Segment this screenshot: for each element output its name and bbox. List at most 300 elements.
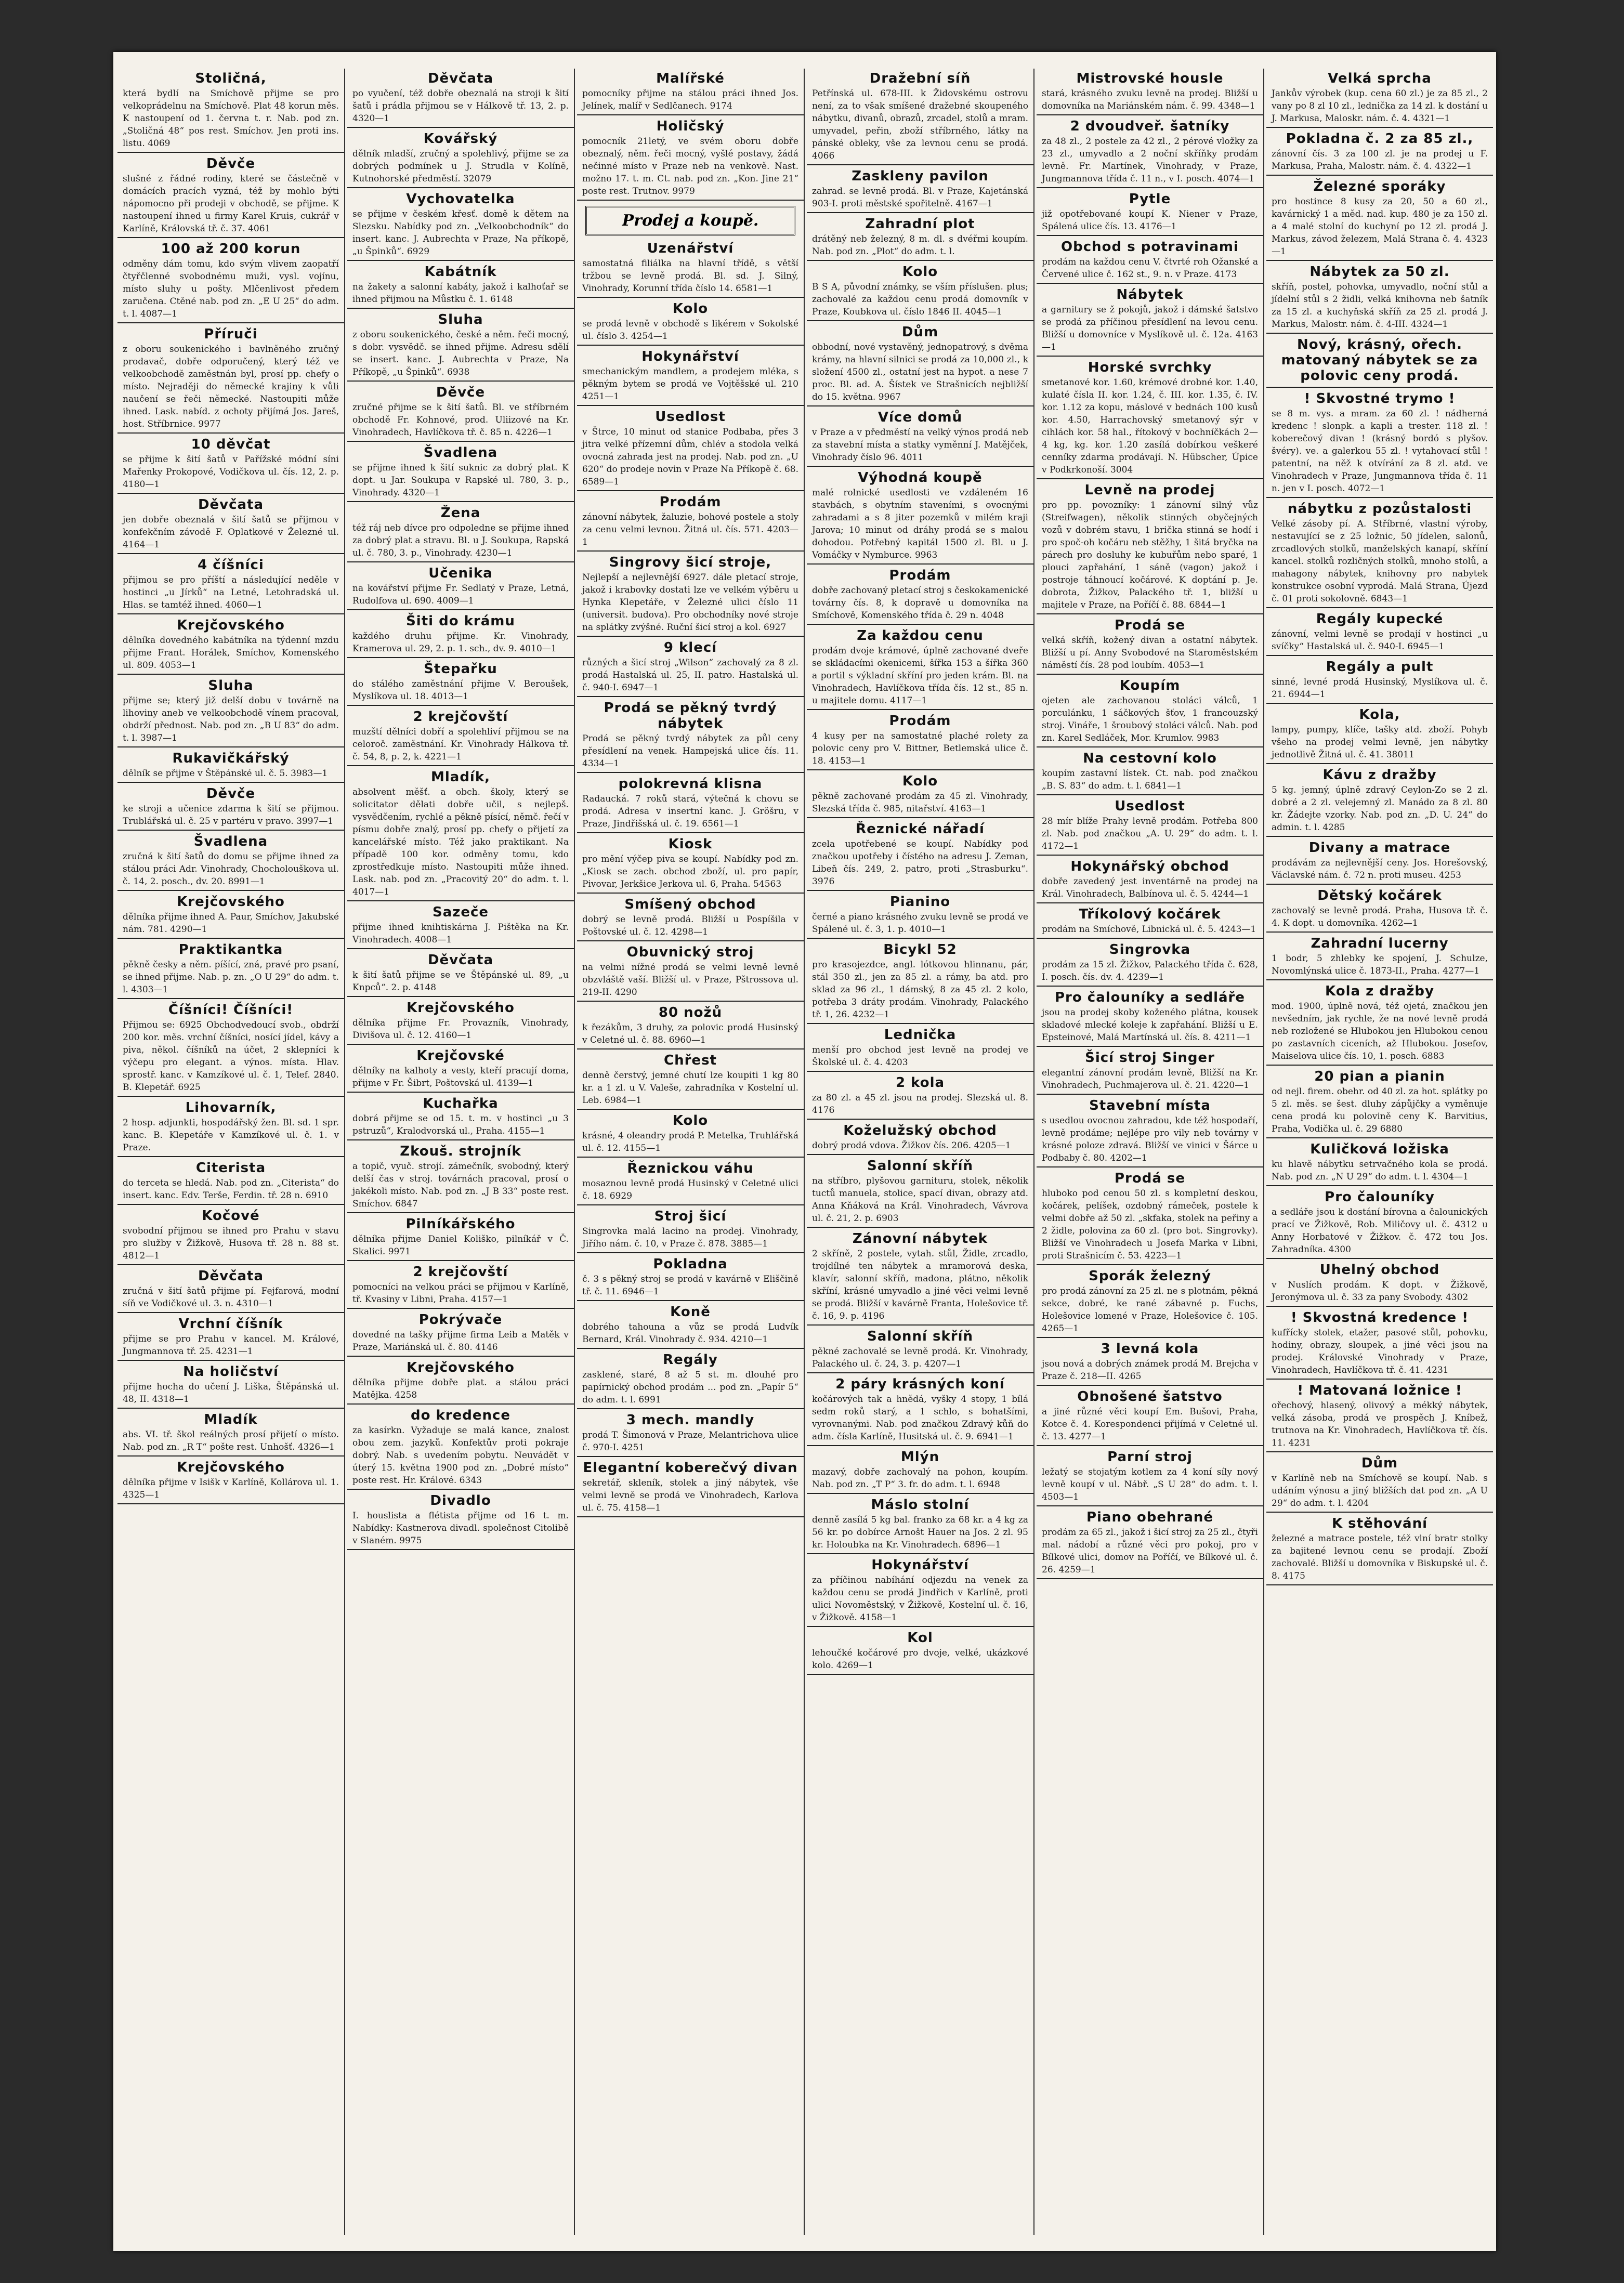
ad-heading: Uhelný obchod — [1319, 1262, 1440, 1278]
classified-ad — [1266, 1383, 1493, 1452]
ad-heading: 9 klecí — [663, 640, 717, 655]
classified-ad — [807, 1329, 1033, 1373]
classified-ad — [1037, 239, 1263, 284]
ad-heading: Elegantní koberečvý divan — [583, 1460, 798, 1476]
classified-ad — [1266, 131, 1493, 176]
classified-ad — [577, 1053, 804, 1110]
classified-ad — [347, 191, 574, 261]
ad-heading: Pytle — [1129, 191, 1171, 207]
column-3 — [577, 69, 805, 2235]
ad-text: a garnitury se ž pokojů, jakož i dámské šatstvo se prodá za příčinou přesídlení na levou cenu. Bližší u domovníce v Myslíkově ul. č. 12a. 4163—1 — [1042, 305, 1258, 352]
ad-text: prodá T. Šimonová v Praze, Melantrichova ulice č. 970-I. 4251 — [582, 1430, 798, 1453]
ad-heading: Horské svrchky — [1088, 360, 1212, 375]
classified-ad — [577, 1304, 804, 1349]
ad-heading: polokrevná klisna — [618, 776, 763, 792]
ad-text: 1 bodr, 5 zhlebky ke spojení, J. Schulze, Novomlýnská ulice č. 1873-II., Praha. 4277—1 — [1272, 953, 1488, 976]
ad-heading: Chřest — [664, 1053, 717, 1068]
ad-text: dělníka přijme Daniel Koliško, pilníkář v Č. Skalici. 9971 — [352, 1234, 569, 1257]
ad-text: za 80 zl. a 45 zl. jsou na prodej. Slezská ul. 8. 4176 — [812, 1093, 1028, 1116]
ad-heading: Mladík — [204, 1412, 258, 1427]
classified-ad — [1037, 678, 1263, 747]
classified-ad — [807, 1158, 1033, 1228]
classified-ad — [577, 349, 804, 406]
ad-text: prodám za 65 zl., jakož i šicí stroj za 25 zl., čtyři mal. nádobí a různé věci pro pokoj, pro v Bílkové ulici, domov na Poříčí, ve Bílkové ul. č. 26. 4259—1 — [1042, 1527, 1258, 1575]
ad-heading: Kol — [907, 1630, 933, 1646]
ad-heading: Regály — [663, 1352, 718, 1368]
classified-ad — [117, 1412, 344, 1457]
classified-ad — [347, 661, 574, 706]
classified-ad — [117, 1460, 344, 1504]
ad-text: skříň, postel, pohovka, umyvadlo, noční stůl a jídelní stůl s 2 židli, velká knihovna neb šatník za 15 zl. a kuchyňská skříň za 25 zl. prodá J. Markus, Malostr. nám. č. 4-III. 4324—1 — [1272, 282, 1488, 330]
classified-ad — [117, 678, 344, 747]
ad-heading: Dům — [901, 324, 939, 340]
ad-heading: Zahradní plot — [865, 216, 975, 232]
ad-heading: Na cestovní kolo — [1083, 751, 1217, 766]
ad-text: jsou nová a dobrých známek prodá M. Brejcha v Praze č. 218—II. 4265 — [1042, 1359, 1258, 1382]
ad-heading: Vychovatelka — [406, 191, 515, 207]
classified-ad — [577, 301, 804, 346]
classified-ad — [1037, 1050, 1263, 1095]
classified-ad — [117, 894, 344, 939]
ad-text: dobrá přijme se od 15. t. m. v hostinci „u 3 pstruzů“, Kralodvorská ul., Praha. 4155—1 — [352, 1113, 569, 1136]
ad-text: Jankův výrobek (kup. cena 60 zl.) je za 85 zl., 2 vany po 8 zl 10 zl., lednička za 14 zl. k dostání u J. Markusa, Maloskr. nám. č. 4. 4321—1 — [1272, 88, 1488, 124]
classified-ad — [1266, 264, 1493, 334]
ad-text: drátěný neb železný, 8 m. dl. s dvéřmi koupím. Nab. pod zn. „Plot“ do adm. t. l. — [812, 234, 1028, 257]
ad-text: mod. 1900, úplně nová, též ojetá, značkou jen nevšedním, jak rychle, že na nové levně prodá neb rozložené se Hlubokou jen Hlubokou cenou po zastavních ciceních, až Hlubokou. Josefov, Maiselova ulice čís. 10, 1. posch. 6883 — [1272, 1001, 1488, 1061]
classified-ad — [577, 944, 804, 1002]
ad-heading: Hokynářství — [641, 349, 739, 364]
ad-heading: Sporák železný — [1089, 1268, 1211, 1284]
classified-ad — [1266, 1069, 1493, 1138]
ad-text: dobrý se levně prodá. Bližší u Pospíšila v Poštovské ul. č. 12. 4298—1 — [582, 914, 798, 937]
classified-ad — [1037, 119, 1263, 188]
classified-ad — [807, 216, 1033, 261]
ad-heading: Hokynářství — [871, 1557, 969, 1573]
ad-text: dělníka dovedného kabátníka na týdenní mzdu přijme Frant. Horálek, Smíchov, Komenského ul. 809. 4053—1 — [123, 635, 339, 671]
classified-ad — [117, 557, 344, 614]
classified-ad — [347, 312, 574, 382]
ad-heading: Kabátník — [424, 264, 497, 280]
ad-heading: Rukavičkářský — [172, 751, 290, 766]
ad-heading: Zánovní nábytek — [852, 1231, 988, 1247]
classified-ad — [807, 1376, 1033, 1446]
classified-ad — [117, 1316, 344, 1361]
classified-ad — [117, 71, 344, 153]
ad-heading: Nový, krásný, ořech. matovaný nábytek se za polovic ceny prodá. — [1281, 337, 1478, 384]
column-4 — [807, 69, 1034, 2235]
ad-heading: Nábytek — [1116, 287, 1184, 303]
ad-heading: Žena — [440, 505, 481, 521]
ad-heading: Zaskleny pavilon — [852, 168, 989, 184]
ad-text: za kasírkn. Vyžaduje se malá kance, znalost obou zem. jazyků. Konfektův proti pokraje dobrý. Nab. s uvedením pobytu. Neuvádět v úterý 15. května 1900 pod zn. „Dobré místo“ poste rest. Hr. Králové. 6343 — [352, 1425, 569, 1486]
ad-text: prodám za 15 zl. Žižkov, Palackého třída č. 628, I. posch. čís. dv. 4. 4239—1 — [1042, 960, 1258, 982]
ad-text: prodám dvoje krámové, úplně zachované dveře se skládacími okenicemi, šířka 153 a šířka 360 a portil s výkladní skříní pro jeden krám. Bl. na Vinohradech, Havlíčkova třída čís. 12 st., 85 n. u majitele domu. 4117—1 — [812, 646, 1028, 706]
classified-ad — [807, 410, 1033, 467]
ad-text: pěkné zachovalé se levně prodá. Kr. Vinohrady, Palackého ul. č. 24, 3. p. 4207—1 — [812, 1346, 1028, 1369]
classified-ad — [1266, 983, 1493, 1066]
ad-text: odměny dám tomu, kdo svým vlivem zaopatří čtyřčlenné svobodnému muži, vysl. vojínu, místo sluhy u pošty. Mlčenlivost předem zaručena. Ctěné nab. pod zn. „E U 25“ do adm. t. l. 4087—1 — [123, 259, 339, 319]
ad-heading: Dražební síň — [869, 71, 971, 86]
ad-heading: Pokladna — [653, 1256, 728, 1272]
classified-ad — [807, 324, 1033, 406]
ad-heading: Švadlena — [423, 445, 498, 461]
classified-ad — [1266, 659, 1493, 704]
ad-heading: Salonní skříň — [867, 1329, 974, 1344]
ad-text: Přijmou se: 6925 Obchodvedoucí svob., obdrží 200 kor. měs. vrchní číšníci, nosící jídel, kávy a piva, někol. číšníků na účet, 2 sklepníci k výčepu pro elegant. a výnos. místa. Hlav. sprostř. kanc. v Kamzíkové ul. č. 1, Telef. 2840. B. Klepetář. 6925 — [123, 1020, 339, 1093]
column-1 — [117, 69, 345, 2235]
ad-text: muzští dělníci dobří a spolehliví přijmou se na celoroč. zaměstnání. Kr. Vinohrady Hálkova tř. č. 54, 8, p. 2, k. 4221—1 — [352, 727, 569, 762]
ad-text: kočárových tak a hnědá, vyšky 4 stopy, 1 bílá sedm roků starý, a 1 schlo, s bohatšími, vyrovnanými. Nab. pod značkou Zdravý kůň do adm. čísla Karlíně, Husitská ul. č. 9. 6941—1 — [812, 1394, 1028, 1442]
ad-text: dobrého tahouna a vůz se prodá Ludvík Bernard, Král. Vinohrady č. 934. 4210—1 — [582, 1322, 798, 1345]
classified-ad — [1037, 1449, 1263, 1506]
ad-heading: Více domů — [878, 410, 963, 425]
classified-ad — [1266, 1516, 1493, 1585]
ad-heading: do kredence — [410, 1408, 511, 1423]
ad-text: zánovní nábytek, žaluzie, bohové postele a stoly za cenu velmi levnou. Žitná ul. čís. 571. 4203—1 — [582, 512, 798, 547]
classified-ad — [1266, 1189, 1493, 1259]
ad-heading: Pokrývače — [418, 1312, 503, 1328]
classified-ad — [807, 1557, 1033, 1627]
ad-heading: Levně na prodej — [1084, 482, 1215, 498]
classified-ad — [347, 904, 574, 949]
classified-ad — [117, 437, 344, 494]
ad-text: smechanickým mandlem, a prodejem mléka, s pěkným bytem se prodá ve Vojtěšské ul. 210 4251—1 — [582, 366, 798, 402]
ad-heading: 100 až 200 korun — [161, 241, 301, 257]
ad-heading: Malířské — [656, 71, 725, 86]
ad-heading: 20 pian a pianin — [1314, 1069, 1445, 1084]
ad-heading: Pilníkářského — [405, 1216, 516, 1232]
ad-heading: nábytku z pozůstalosti — [1287, 501, 1472, 517]
classified-ad — [347, 952, 574, 997]
ad-text: pro prodá zánovní za 25 zl. ne s plotnám, pěkná sekce, dobré, ke rané zábavné p. Fuchs, Holešovice lomené v Praze, Holešovice č. 105. 4265—1 — [1042, 1286, 1258, 1334]
ad-text: sinné, levné prodá Husinský, Myslíkova ul. č. 21. 6944—1 — [1272, 677, 1488, 700]
ad-heading: Mistrovské housle — [1076, 71, 1224, 86]
ad-text: 2 hosp. adjunkti, hospodářský žen. Bl. sd. 1 spr. kanc. B. Klepetáře v Kamzíkové ul. č. 1. v Praze. — [123, 1118, 339, 1153]
classified-ad — [347, 709, 574, 766]
ad-heading: Divany a matrace — [1308, 840, 1451, 856]
ad-heading: Kola, — [1359, 707, 1400, 723]
ad-heading: 3 mech. mandly — [626, 1412, 755, 1428]
ad-heading: Kolo — [672, 1113, 709, 1129]
ad-text: přijme ihned knihtiskárna J. Pištěka na Kr. Vinohradech. 4008—1 — [352, 922, 569, 945]
ad-text: a sedláře jsou k dostání bírovna a čalounických prací ve Žižkově, Rob. Miličovy ul. č. 4312 u Anny Horbatové v Žižkov. č. 472 tou Jos. Zahradníka. 4300 — [1272, 1207, 1488, 1255]
classified-ad — [1037, 1171, 1263, 1265]
ad-text: na žakety a salonní kabáty, jakož i kalhoťař se ihned přijmou na Můstku č. 1. 6148 — [352, 282, 569, 305]
ad-text: která bydlí na Smíchově přijme se pro velkoprádelnu na Smíchově. Plat 48 korun měs. K nastoupení od 1. června t. r. Nab. pod zn. „Stoličná 48“ pos rest. Smíchov. Jen proti ins. listu. 4069 — [123, 88, 339, 149]
classified-ad — [1266, 1142, 1493, 1186]
classified-ad — [347, 385, 574, 442]
ad-heading: Divadlo — [430, 1493, 491, 1508]
ad-heading: Dům — [1361, 1455, 1398, 1471]
column-5 — [1037, 69, 1264, 2235]
ad-text: též ráj neb dívce pro odpoledne se přijme ihned za dobrý plat a stravu. Bl. u J. Soukupa, Rapská ul. č. 780, 3. p., Vinohrady. 4230—1 — [352, 523, 569, 558]
classified-ad — [807, 628, 1033, 710]
ad-text: černé a piano krásného zvuku levně se prodá ve Spálené ul. č. 3, 1. p. 4010—1 — [812, 912, 1028, 935]
classified-ad — [347, 769, 574, 901]
ad-text: sekretář, skleník, stolek a jiný nábytek, vše velmi levně se prodá ve Vinohradech, Karlova ul. č. 75. 4158—1 — [582, 1478, 798, 1513]
ad-heading: Výhodná koupě — [858, 470, 983, 486]
ad-text: pro pp. povozníky: 1 zánovní silný vůz (Streifwagen), několik stinných obyčejných vozů v dobrém stavu, 1 brička stinná se hodí i pro spoč-oh kočáru neb stěžhy, 1 šitá bryčka na párech pro dosluhy ke kubuřům nebo sparé, 1 plouci zapřahání, 1 sáně (vagon) jakož i postroje táhnoucí kočárové. K doptání p. Je. dobrota, Žižkov, Palackého tř. 1, bližší u majitele v Praze, na Poříčí č. 88. 6844—1 — [1042, 500, 1258, 610]
ad-heading: Kávu z dražby — [1322, 767, 1437, 783]
ad-text: mazavý, dobře zachovalý na pohon, koupím. Nab. pod zn. „T P“ 3. fr. do adm. t. l. 6948 — [812, 1467, 1028, 1490]
classified-ad — [577, 897, 804, 941]
ad-text: v Nuslích prodám. K dopt. v Žižkově, Jeronýmova ul. č. 33 za pany Svobody. 4302 — [1272, 1280, 1488, 1303]
ad-text: se prodá levně v obchodě s likérem v Sokolské ul. číslo 3. 4254—1 — [582, 319, 798, 342]
classified-ad — [807, 773, 1033, 818]
ad-heading: Prodá se — [1114, 618, 1186, 633]
ad-heading: Nábytek za 50 zl. — [1309, 264, 1450, 280]
classified-ad — [117, 1160, 344, 1205]
classified-ad — [1037, 751, 1263, 795]
classified-ad — [1037, 942, 1263, 987]
ad-heading: Praktikantka — [178, 942, 283, 957]
ad-heading: Krejčovského — [177, 1460, 285, 1475]
ad-text: a topič, vyuč. strojí. zámečník, svobodný, který delší čas v stroj. továrnách pracoval, prosí o jakékoli místo. Nab. pod zn. „J B 33“ poste rest. Smíchov. 6847 — [352, 1161, 569, 1209]
ad-heading: Pianino — [889, 894, 951, 910]
ad-text: a jiné různé věci koupí Em. Bušovi, Praha, Kotce č. 4. Korespondenci přijímá v Celetné ul. č. 13. 4277—1 — [1042, 1407, 1258, 1442]
ad-heading: 2 páry krásných koní — [835, 1376, 1005, 1392]
ad-heading: Kola z dražby — [1325, 983, 1434, 999]
classified-ad — [1266, 71, 1493, 128]
ad-text: se přijme ihned k šití suknic za dobrý plat. K dopt. u Jar. Soukupa v Rapské ul. 780, 3. p., Vinohrady. 4320—1 — [352, 463, 569, 498]
ad-heading: Citerista — [195, 1160, 266, 1176]
classified-ad — [117, 618, 344, 675]
ad-heading: Kočové — [202, 1208, 260, 1224]
classified-ad — [807, 1449, 1033, 1494]
classified-ad — [807, 821, 1033, 891]
ad-text: denně čerstvý, jemné chutí lze koupiti 1 kg 80 kr. a 1 zl. u V. Valeše, zahradníka v Kostelní ul. Leb. 6984—1 — [582, 1070, 798, 1106]
ad-heading: 2 krejčovští — [413, 1264, 508, 1280]
classified-ad — [807, 1497, 1033, 1554]
ad-text: zánovní, velmi levně se prodají v hostinci „u svíčky“ Hastalská ul. č. 940-I. 6945—1 — [1272, 629, 1488, 652]
ad-text: dělníky na kalhoty a vesty, kteří pracují doma, přijme v Fr. Šibrt, Poštovská ul. 4139—1 — [352, 1066, 569, 1088]
classified-ad — [347, 71, 574, 128]
ad-text: jen dobře obeznalá v šití šatů se přijmou v konfekčním závodě F. Oplatkové v Železné ul. 4164—1 — [123, 515, 339, 550]
classified-ad — [117, 497, 344, 554]
ad-text: abs. VI. tř. škol reálných prosí přijetí o místo. Nab. pod zn. „R T“ pošte rest. Unhošť. 4326—1 — [123, 1429, 339, 1452]
ad-heading: Obuvnický stroj — [626, 944, 754, 960]
ad-heading: 80 nožů — [658, 1005, 723, 1020]
ad-text: Prodá se pěkný tvrdý nábytek za půl ceny přesídlení na venek. Hampejská ulice čís. 11. 4334—1 — [582, 733, 798, 769]
ad-text: za příčinou nabíhání odjezdu na venek za každou cenu se prodá Jindřich v Karlíně, proti ulici Novoměstský, v Žižkově, Kostelní ul. č. 16, v Žižkově. 4158—1 — [812, 1575, 1028, 1623]
ad-heading: Prodá se — [1114, 1171, 1186, 1186]
ad-text: dělníka přijme Fr. Provazník, Vinohrady, Divišova ul. č. 12. 4160—1 — [352, 1018, 569, 1041]
ad-heading: Kuličková ložiska — [1310, 1142, 1449, 1157]
classified-ad — [1037, 1268, 1263, 1338]
ad-heading: Lihovarník, — [185, 1100, 277, 1116]
ad-heading: Krejčovského — [177, 894, 285, 910]
ad-heading: Řeznickou váhu — [627, 1161, 754, 1176]
classified-ad — [807, 71, 1033, 165]
ad-text: od nejl. firem. obehr. od 40 zl. za hot. splátky po 5 zl. měs. se šest. dluhy zápůjčky a vyměnuje cena prodá ku polovině ceny K. Barvitius, Praha, Vodička ul. č. 29 6880 — [1272, 1086, 1488, 1134]
classified-ad — [347, 1144, 574, 1213]
classified-ad — [577, 494, 804, 552]
ad-text: dobrý prodá vdova. Žižkov čís. 206. 4205—1 — [812, 1140, 1011, 1151]
classified-ad — [807, 264, 1033, 321]
classified-ad — [1037, 907, 1263, 939]
classified-ad — [577, 1352, 804, 1409]
classified-ad — [807, 894, 1033, 939]
ad-text: lampy, pumpy, klíče, tašky atd. zboží. Pohyb všeho na prodej velmi levně, jen nábytky jednotlivě Žitná ul. č. 41. 38011 — [1272, 725, 1488, 760]
ad-heading: Kolo — [902, 773, 938, 789]
ad-text: Petřínská ul. 678-III. k Židovskému ostrovu není, za to však smíšené dražebné skoupeného nábytku, divanů, obrazů, zrcadel, stolů a mram. umyvadel, peřin, zboží stříbrného, látky na pánské obleky, vše za levnou cenu se prodá. 4066 — [812, 88, 1028, 161]
ad-text: mosaznou levně prodá Husinský v Celetné ulici č. 18. 6929 — [582, 1178, 798, 1201]
classified-ad — [577, 1412, 804, 1457]
ad-heading: Dětský kočárek — [1317, 888, 1442, 903]
classified-ad — [347, 566, 574, 610]
classified-ad — [1037, 990, 1263, 1047]
classified-ad — [577, 241, 804, 298]
classified-ad — [1037, 482, 1263, 614]
classified-ad — [1037, 71, 1263, 115]
ad-text: přijme se; který již delší dobu v továrně na lihoviny aneb ve velkoobchodě vínem pracoval, obdrží přednost. Nab. pod zn. „B U 83“ do adm. t. l. 3987—1 — [123, 696, 339, 743]
classified-ad — [577, 1460, 804, 1517]
ad-heading: ! Matovaná ložnice ! — [1297, 1383, 1462, 1398]
ad-text: dobře zavedený jest inventárně na prodej na Král. Vinohradech, Balbínova ul. č. 5. 4244—1 — [1042, 876, 1258, 899]
ad-heading: Singrovy šicí stroje, — [609, 555, 772, 570]
ad-heading: Šiti do krámu — [406, 613, 515, 629]
classified-ad — [1037, 798, 1263, 856]
classified-ad — [117, 942, 344, 999]
ad-text: pěkně zachované prodám za 45 zl. Vinohrady, Slezská třída č. 985, nitařství. 4163—1 — [812, 791, 1028, 814]
ad-text: na stříbro, plyšovou garnituru, stolek, několik tuctů manuela, stolice, spací divan, obrazy atd. Anna Kňáková na Král. Vinohradech, Vávrova ul. č. 21, 2. p. 6903 — [812, 1176, 1028, 1224]
ad-text: zasklené, staré, 8 až 5 st. m. dlouhé pro papírnický obchod prodám ... pod zn. „Papír 5“ do adm. t. l. 6991 — [582, 1370, 798, 1405]
ad-text: dělník se přijme v Štěpánské ul. č. 5. 3983—1 — [123, 768, 328, 779]
classified-ad — [1266, 707, 1493, 764]
ad-text: prodávám za nejlevnější ceny. Jos. Horešovský, Václavské nám. č. 72 n. proti museu. 4253 — [1272, 858, 1488, 881]
ad-heading: Krejčovské — [416, 1048, 505, 1064]
classified-ad — [1266, 840, 1493, 885]
classified-ad — [347, 1493, 574, 1550]
classified-ad — [1266, 1310, 1493, 1380]
classified-ad — [577, 1161, 804, 1205]
ad-heading: Krejčovského — [407, 1360, 515, 1375]
classified-ad — [1037, 1389, 1263, 1446]
ad-text: ku hlavě nábytku setrvačného kola se prodá. Nab. pod zn. „N U 29“ do adm. t. l. 4304—1 — [1272, 1159, 1488, 1182]
ad-text: zručné přijme se k šití šatů. Bl. ve stříbrném obchodě Fr. Kohnové, prod. Uliizové na Kr. Vinohradech, Havlíčkova tř. č. 85 n. 4226—1 — [352, 402, 569, 438]
ad-text: velká skříň, kožený divan a ostatní nábytek. Bližší u pí. Anny Svobodové na Staroměstském náměstí čís. 28 pod loubím. 4053—1 — [1042, 635, 1258, 671]
classified-ad — [117, 326, 344, 434]
ad-heading: Pro čalouníky a sedláře — [1055, 990, 1245, 1005]
ad-heading: Za každou cenu — [857, 628, 984, 644]
classified-ad — [1037, 360, 1263, 479]
classified-ad — [807, 1231, 1033, 1326]
classified-ad — [117, 1100, 344, 1157]
ad-heading: Prodám — [889, 568, 951, 583]
classified-ad — [347, 1000, 574, 1045]
classified-ad — [347, 131, 574, 188]
ad-text: pro mění výčep piva se koupí. Nabídky pod zn. „Kiosk se zach. obchod zboží, ul. pro papír, Pivovar, Jerkšice Jerkova ul. 6, Praha. 54563 — [582, 854, 798, 889]
ad-heading: Parní stroj — [1107, 1449, 1193, 1465]
ad-heading: Smíšený obchod — [624, 897, 756, 912]
ad-heading: Číšníci! Číšníci! — [168, 1002, 294, 1018]
ad-text: denně zasílá 5 kg bal. franko za 68 kr. a 4 kg za 56 kr. po dobírce Arnošt Hauer na Jos. 2 zl. 95 kr. Holoubka na Kr. Vinohradech. 6896—1 — [812, 1515, 1028, 1550]
ad-text: po vyučení, též dobře obeznalá na stroji k šití šatů i prádla přijmou se v Hálkově tř. 13, 2. p. 4320—1 — [352, 88, 569, 124]
ad-heading: Učenika — [428, 566, 493, 581]
ad-heading: Pro čalouníky — [1325, 1189, 1435, 1205]
ad-text: již opotřebované koupí K. Niener v Praze, Spálená ulice čís. 13. 4176—1 — [1042, 209, 1258, 232]
classified-ad — [577, 1256, 804, 1301]
ad-heading: Děvčata — [427, 71, 494, 86]
ad-text: pomocník 21letý, ve svém oboru dobře obeznalý, něm. řeči mocný, vyšlé postavy, žádá nečinné místo v Praze neb na venkově. Nast. možno 17. t. m. Ct. nab. pod zn. „Kon. Jine 21“ poste rest. Trutnov. 9979 — [582, 136, 798, 196]
classified-ad — [347, 613, 574, 658]
ad-text: k řezákům, 3 druhy, za polovic prodá Husinský v Celetné ul. č. 88. 6960—1 — [582, 1022, 798, 1045]
ad-text: se přijme v českém křesť. domě k dětem na Slezsku. Nabídky pod zn. „Velkoobchodník“ do insert. kanc. J. Aubrechta v Praze, Na příkopě, „u Špinků“. 6929 — [352, 209, 569, 257]
ad-heading: Štepařku — [424, 661, 497, 677]
classified-ad — [577, 409, 804, 491]
classified-ad — [577, 1005, 804, 1049]
ad-heading: Prodá se pěkný tvrdý nábytek — [604, 700, 777, 731]
ad-text: jsou na prodej skoby koženého plátna, kousek skladové mlecké koleje k zapřahání. Bližší u E. Epsteinové, Malá Martínská ul. čís. 8. 4211—1 — [1042, 1007, 1258, 1043]
ad-text: B S A, původní známky, se vším příslušen. plus; zachovalé za každou cenu prodá domovník v Praze, Koubkova ul. číslo 1846 II. 4045—1 — [812, 282, 1028, 317]
ad-heading: Velká sprcha — [1328, 71, 1432, 86]
ad-text: zahrad. se levně prodá. Bl. v Praze, Kajetánská 903-I. proti městské spořitelně. 4167—1 — [812, 186, 1028, 209]
ad-heading: Uzenářství — [647, 241, 734, 256]
classified-ad — [577, 119, 804, 201]
ad-heading: Železné sporáky — [1313, 179, 1446, 194]
ad-heading: Švadlena — [193, 834, 268, 849]
ad-text: dělník mladší, zručný a spolehlivý, přijme se za dobrých podmínek u J. Strudla v Kolíně, Kutnohorské předměstí. 32079 — [352, 149, 569, 184]
ad-text: svobodní přijmou se ihned pro Prahu v stavu pro služby v Žižkově, Husova tř. 28 n. 88 st. 4812—1 — [123, 1226, 339, 1261]
classified-ad — [577, 700, 804, 773]
classified-ad — [1266, 501, 1493, 608]
ad-heading: Stavební místa — [1089, 1098, 1211, 1113]
ad-text: na velmi nížné prodá se velmi levně levně obzvláště vaší. Bližší ul. v Praze, Pštrossova ul. 219-II. 4290 — [582, 962, 798, 998]
ad-heading: Kuchařka — [423, 1096, 499, 1111]
classified-ad — [1266, 179, 1493, 261]
ad-heading: 3 levná kola — [1101, 1341, 1199, 1357]
ad-text: ležatý se stojatým kotlem za 4 koní síly nový levně koupí v ul. Nábř. „S U 28“ do adm. t. l. 4503—1 — [1042, 1467, 1258, 1502]
ad-text: ořechový, hlasený, olivový a mékký nábytek, velká zásoba, prodá ve prospěch J. Kníbež, trutnova na Kr. Vinohradech, Havlíčkova tř. čís. 11. 4231 — [1272, 1400, 1488, 1448]
ad-text: dělníka přijme ihned A. Paur, Smíchov, Jakubské nám. 781. 4290—1 — [123, 912, 339, 935]
ad-text: do stálého zaměstnání přijme V. Beroušek, Myslíkova ul. 18. 4013—1 — [352, 679, 569, 702]
ad-heading: 2 krejčovští — [413, 709, 508, 725]
ad-heading: K stěhování — [1331, 1516, 1428, 1531]
ad-heading: Příruči — [204, 326, 258, 342]
classified-ad — [1037, 1341, 1263, 1386]
classified-ad — [807, 713, 1033, 770]
ad-heading: Děvče — [206, 786, 256, 802]
ad-text: z oboru soukenického i bavlněného zručný prodavač, dobře odporučený, který též ve velkoobchodě zaměstnán byl, prosí pp. chefy o místo. Nejraději do německé krajiny k vůli naučení se řeči německé. Nastoupiti může ihned. Lask. nabíd. z ochoty přijímá Jos. Jareš, host. Stříbrnice. 9977 — [123, 344, 339, 429]
ad-heading: Koželužský obchod — [843, 1123, 997, 1138]
ad-text: prodám na Smíchově, Libnická ul. č. 5. 4243—1 — [1042, 924, 1256, 935]
classified-ad — [117, 156, 344, 238]
classified-ad — [1266, 611, 1493, 656]
classified-ad — [347, 1264, 574, 1309]
classified-ad — [1037, 1510, 1263, 1579]
classified-ad — [577, 836, 804, 894]
ad-text: Nejlepší a nejlevnější 6927. dále pletací stroje, jakož i krabovky dostati lze ve velkém výběru u Hynka Klepetáře, v Železné ulici číslo 11 (universit. budova). Pro obchodníky nové stroje na splátky zvýšné. Ruční šicí stroj a kol. 6927 — [582, 572, 798, 633]
classified-ad — [807, 168, 1033, 213]
ad-heading: Usedlost — [1115, 798, 1185, 814]
ad-heading: Krejčovského — [177, 618, 285, 633]
ad-heading: Krejčovského — [407, 1000, 515, 1016]
classified-ad — [117, 1208, 344, 1265]
ad-text: pomocníky přijme na stálou práci ihned Jos. Jelínek, malíř v Sedlčanech. 9174 — [582, 88, 798, 111]
ad-text: ojeten ale zachovanou stoláci válců, 1 porculánku, 1 sáčkových šťov, 1 francouzský stroj. Vináře, 1 šroubový stoláci válců. Nab. pod zn. Karel Sedláček, Mor. Krumlov. 9983 — [1042, 696, 1258, 743]
ad-heading: 2 dvoudveř. šatníky — [1070, 119, 1230, 134]
ad-text: č. 3 s pěkný stroj se prodá v kavárně v Eliščině tř. č. 11. 6946—1 — [582, 1274, 798, 1297]
classified-ad — [577, 640, 804, 697]
ad-text: dělníka přijme dobře plat. a stálou práci Matějka. 4258 — [352, 1377, 569, 1400]
classified-ad — [117, 786, 344, 831]
classified-ad — [1037, 618, 1263, 675]
ad-heading: Zkouš. strojník — [400, 1144, 521, 1159]
ad-heading: Šicí stroj Singer — [1085, 1050, 1215, 1066]
ad-heading: Děvčata — [198, 1268, 264, 1284]
ad-text: pěkně česky a něm. píšící, zná, pravé pro psaní, se ihned přijme. Nab. p. zn. „O U 29“ do adm. t. l. 4303—1 — [123, 960, 339, 995]
classified-ad — [1266, 888, 1493, 933]
